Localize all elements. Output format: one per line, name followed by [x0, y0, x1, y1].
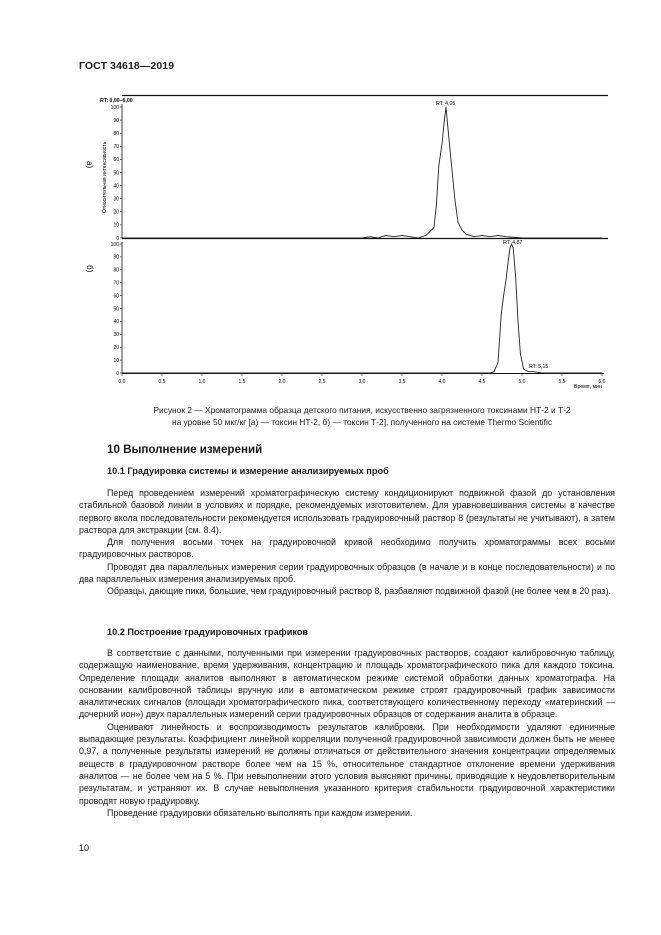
- chromatogram-figure: [0, 0, 661, 400]
- y-axis-label: Относительная интенсивность: [102, 141, 108, 213]
- x-tick-label: 5,5: [558, 379, 566, 385]
- x-tick-label: 4,5: [478, 379, 486, 385]
- paragraph: Проводят два параллельных измерения серии градуировочных образцов (в начале и в конце последовательности) и по два параллельных измерения анализируемых проб.: [79, 561, 615, 585]
- x-tick-label: 2,0: [278, 379, 286, 385]
- x-tick-label: 0,5: [158, 379, 166, 385]
- x-tick-label: 1,5: [238, 379, 246, 385]
- x-axis-label: Время, мин: [574, 384, 602, 390]
- paragraph: В соответствие с данными, полученными при измерении градуировочных растворов, создают калибровочную таблицу, содержащую наименование, время удерживания, концентрацию и площадь хроматографического пика для каждого токсина. Определение площади аналитов выполняют в автоматическом режиме системой обработки данных хроматографа. На основании калибровочной таблицы вручную или в автоматическом режиме строят градуировочный график зависимости аналитических сигналов (площади хроматографического пика, соответствующего количественному переходу «материнский — дочерний ион») двух параллельных измерений серии градуировочных образцов от содержания аналита в образце.: [79, 648, 615, 720]
- x-tick-label: 6,0: [598, 379, 606, 385]
- standard-header: ГОСТ 34618—2019: [79, 60, 175, 72]
- section-10-2-heading: 10.2 Построение градуировочных графиков: [107, 627, 309, 637]
- paragraph: Для получения восьми точек на градуировочной кривой необходимо получить хроматограммы всех восьми градуировочных растворов.: [79, 537, 615, 560]
- y-tick-label: 60: [113, 293, 119, 300]
- section-10-heading: 10 Выполнение измерений: [107, 443, 263, 456]
- y-tick-label: 30: [113, 332, 119, 339]
- y-tick-label: 40: [113, 319, 119, 326]
- caption-line-1: Рисунок 2 — Хроматограмма образца детского питания, искусственно загрязненного токсинами НТ-2 и Т-2: [153, 405, 571, 415]
- chromatogram-panel-a: [85, 96, 608, 242]
- y-tick-label: 0: [116, 235, 119, 242]
- chromatogram-trace-b: [122, 244, 602, 373]
- x-tick-label: 3,0: [358, 379, 366, 385]
- figure-caption: [92, 404, 632, 428]
- y-tick-label: 10: [113, 357, 119, 364]
- y-tick-label: 30: [113, 196, 119, 203]
- y-tick-label: 40: [113, 183, 119, 190]
- y-tick-label: 70: [113, 144, 119, 151]
- panel-a-label: а): [85, 161, 94, 169]
- y-tick-label: 50: [113, 170, 119, 177]
- x-tick-label: 5,0: [518, 379, 526, 385]
- section-10-2-body: [79, 647, 615, 819]
- y-tick-label: 0: [116, 370, 119, 377]
- y-tick-label: 20: [113, 345, 119, 351]
- paragraph: Образцы, дающие пики, большие, чем градуировочный раствор 8, разбавляют подвижной фазой (не более чем в 20 раз).: [107, 586, 611, 597]
- caption-line-2: на уровне 50 мкг/кг [а) — токсин НТ-2, б) — токсин Т-2], полученного на системе Thermo Scientific: [171, 417, 553, 427]
- y-tick-label: 100: [110, 241, 119, 248]
- x-tick-label: 1,0: [198, 379, 206, 385]
- y-tick-label: 10: [113, 222, 119, 229]
- paragraph: Проведение градуировки обязательно выполнять при каждом измерении.: [107, 807, 413, 818]
- chromatogram-trace-a: [122, 107, 602, 238]
- paragraph: Перед проведением измерений хроматографическую систему кондиционируют подвижной фазой до установления стабильной базовой линии в условиях и порядке, рекомендуемых изготовителем. Для уравновешивания системы в качестве первого вкола последовательности рекомендуется использовать градуировочный раствор 8 (результаты не учитывают), а затем раствора для экстракции (см. 8.4).: [79, 488, 615, 535]
- x-tick-label: 2,5: [318, 379, 326, 385]
- y-tick-label: 20: [113, 209, 119, 216]
- page-number: 10: [79, 843, 90, 853]
- y-tick-label: 100: [110, 104, 119, 111]
- panel-b-label: б): [85, 265, 94, 273]
- trace-range-label: RT: 0,00–6,00: [100, 98, 133, 104]
- x-tick-label: 0,0: [118, 379, 126, 385]
- y-tick-label: 50: [113, 306, 119, 313]
- section-10-1-body: [79, 487, 615, 598]
- y-tick-label: 90: [113, 254, 119, 261]
- paragraph: Оценивают линейность и воспроизводимость результатов калибровки. При необходимости удаляют единичные выпадающие результаты. Коэффициент линейной корреляции полученной градуировочной зависимости должен быть не менее 0,97, а полученные результаты измерений не должны отличаться от действительного значения концентрации определяемых веществ в градуировочном растворе более чем на 15 %, относительное стандартное отклонение времени удерживания аналитов — не более чем на 5 %. При невыполнении этого условия выясняют причины, приводящие к неудовлетворительным результатам, и устраняют их. В случае невыполнения указанного критерия стабильности градуировочной характеристики проводят новую градуировку.: [79, 721, 615, 806]
- section-10-1-heading: 10.1 Градуировка системы и измерение анализируемых проб: [107, 466, 389, 476]
- y-tick-label: 70: [113, 280, 119, 287]
- small-peak-b-label: RT: 5,15: [529, 364, 549, 370]
- peak-a-label: RT: 4,05: [436, 101, 456, 107]
- y-tick-label: 60: [113, 157, 119, 164]
- x-tick-label: 4,0: [438, 379, 446, 385]
- chromatogram-panel-b: [85, 240, 606, 390]
- x-tick-label: 3,5: [398, 379, 406, 385]
- peak-b-label: RT: 4,87: [503, 240, 523, 246]
- y-tick-label: 80: [113, 267, 119, 274]
- y-tick-label: 80: [113, 131, 119, 137]
- y-tick-label: 90: [113, 117, 119, 124]
